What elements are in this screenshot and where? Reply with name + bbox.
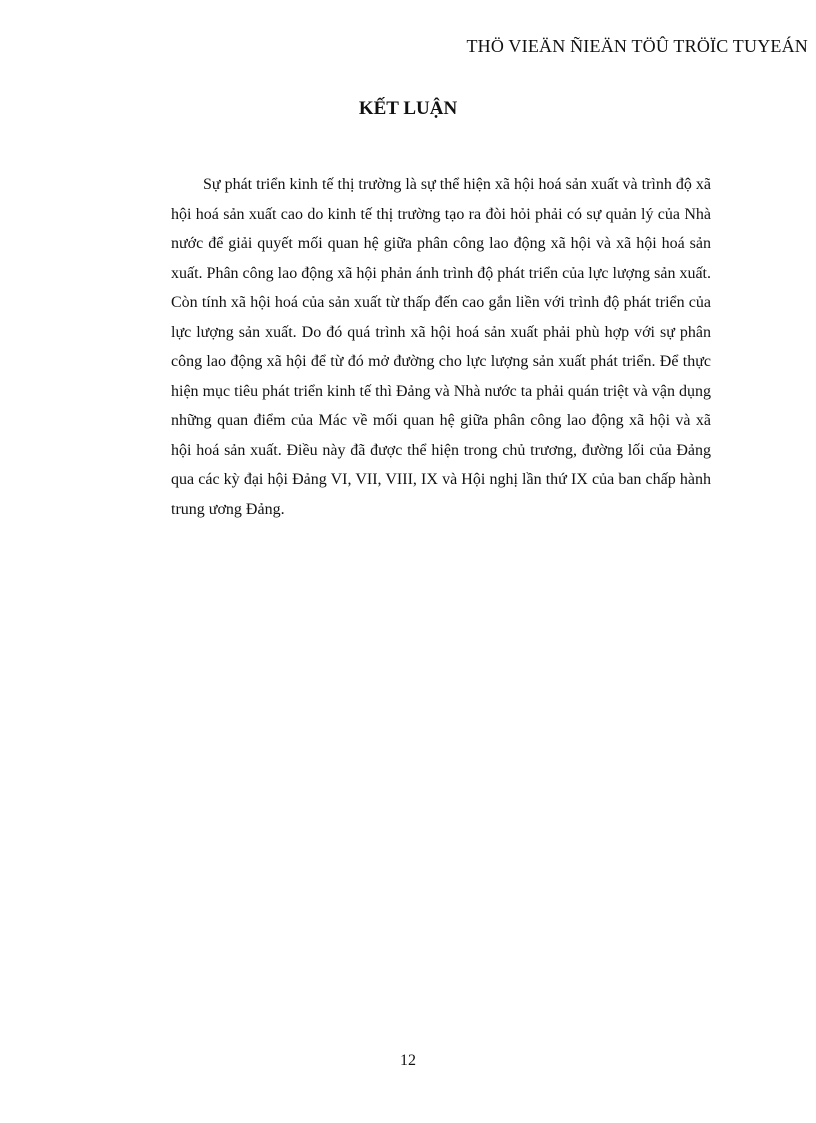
page-number: 12: [400, 1052, 416, 1069]
page-header: THÖ VIEÄN ÑIEÄN TÖÛ TRÖÏC TUYEÁN: [466, 36, 808, 56]
document-title: KẾT LUẬN: [358, 98, 458, 119]
body-paragraph: Sự phát triển kinh tế thị trường là sự thể hiện xã hội hoá sản xuất và trình độ xã hội hoá sản xuất cao do kinh tế thị trường tạo ra đòi hỏi phải có sự quản lý của Nhà nước để giải quyết mối quan hệ giữa phân công lao động xã hội và xã hội hoá sản xuất. Phân công lao động xã hội phản ánh trình độ phát triển của lực lượng sản xuất. Còn tính xã hội hoá của sản xuất từ thấp đến cao gắn liền với trình độ phát triển của lực lượng sản xuất. Do đó quá trình xã hội hoá sản xuất phải phù hợp với sự phân công lao động xã hội để từ đó mở đường cho lực lượng sản xuất phát triển. Để thực hiện mục tiêu phát triển kinh tế thì Đảng và Nhà nước ta phải quán triệt và vận dụng những quan điểm của Mác về mối quan hệ giữa phân công lao động xã hội và xã hội hoá sản xuất. Điều này đã được thể hiện trong chủ trương, đường lối của Đảng qua các kỳ đại hội Đảng VI, VII, VIII, IX và Hội nghị lần thứ IX của ban chấp hành trung ương Đảng.: [171, 176, 711, 518]
